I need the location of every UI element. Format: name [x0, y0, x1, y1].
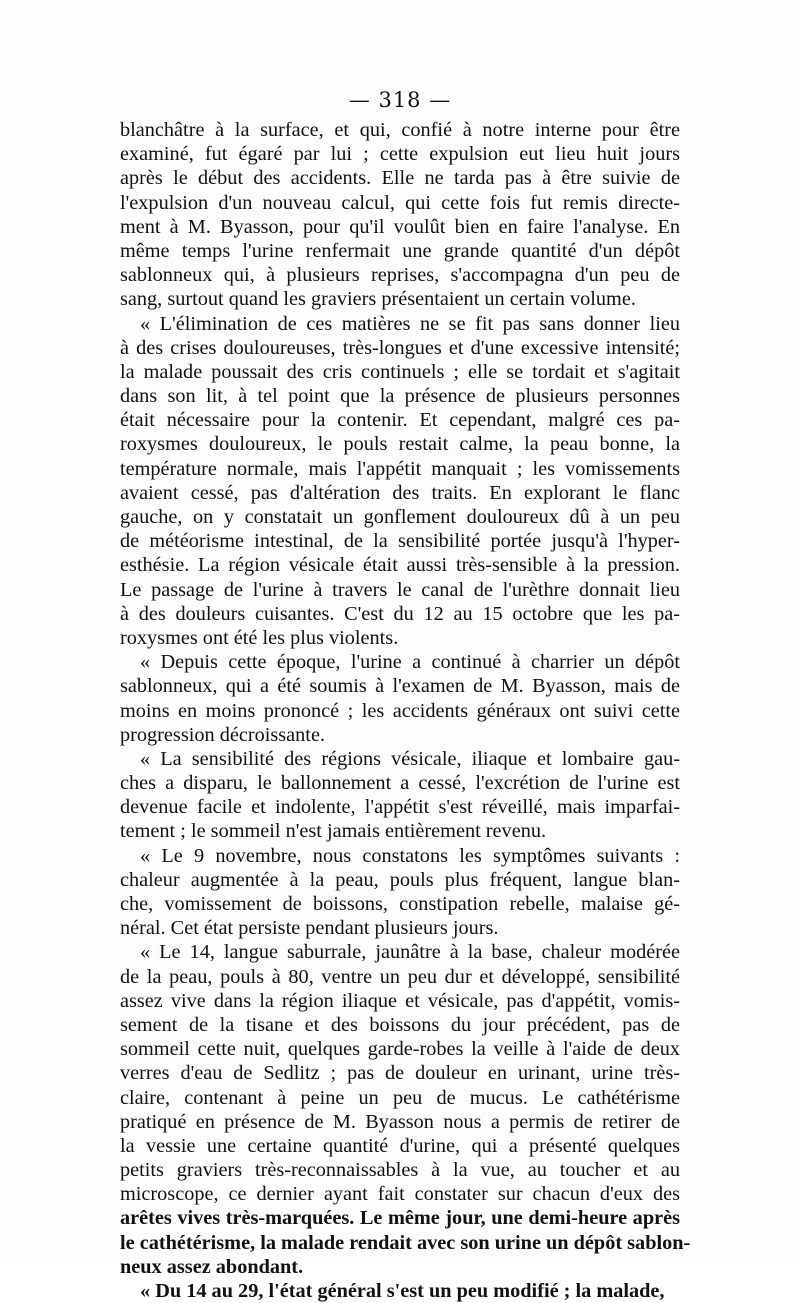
text-line: moins en moins prononcé ; les accidents généraux ont suivi cette [120, 699, 680, 722]
text-line: sablonneux qui, à plusieurs reprises, s'accompagna d'un peu de [120, 264, 680, 287]
text-line: tement ; le sommeil n'est jamais entièrement revenu. [120, 820, 547, 843]
text-line: ches a disparu, le ballonnement a cessé, l'excrétion de l'urine est [120, 772, 680, 795]
text-line: à des crises douloureuses, très-longues et d'une excessive intensité; [120, 336, 680, 359]
paragraph [120, 844, 680, 941]
text-line: température normale, mais l'appétit manquait ; les vomissements [120, 457, 680, 480]
text-line: progression décroissante. [120, 723, 326, 746]
text-line: Le passage de l'urine à travers le canal de l'urèthre donnait lieu [120, 578, 680, 601]
paragraph [120, 312, 680, 651]
text-line: petits graviers très-reconnaissables à la vue, au toucher et au [120, 1159, 680, 1182]
paragraph [120, 118, 680, 312]
text-line: sang, surtout quand les graviers présentaient un certain volume. [120, 288, 636, 311]
text-line: sement de la tisane et des boissons du jour précédent, pas de [120, 1013, 680, 1036]
text-line: de météorisme intestinal, de la sensibilité portée jusqu'à l'hyper- [120, 530, 680, 553]
text-line: sommeil cette nuit, quelques garde-robes la veille à l'aide de deux [120, 1038, 680, 1061]
text-line: la vessie une certaine quantité d'urine, qui a présenté quelques [120, 1134, 680, 1157]
text-line: examiné, fut égaré par lui ; cette expulsion eut lieu huit jours [120, 143, 680, 166]
paragraph [120, 650, 680, 747]
text-line: neux assez abondant. [120, 1255, 304, 1278]
text-line: verres d'eau de Sedlitz ; pas de douleur en urinant, urine très- [120, 1062, 680, 1085]
text-line: après le début des accidents. Elle ne tarda pas à être suivie de [120, 167, 680, 190]
text-line: chaleur augmentée à la peau, pouls plus fréquent, langue blan- [120, 868, 680, 891]
text-line: avaient cessé, pas d'altération des traits. En explorant le flanc [120, 481, 680, 504]
text-line: « Depuis cette époque, l'urine a continué à charrier un dépôt [140, 651, 680, 674]
text-line: « L'élimination de ces matières ne se fit pas sans donner lieu [140, 312, 680, 335]
text-line: « Le 14, langue saburrale, jaunâtre à la base, chaleur modérée [140, 941, 680, 964]
text-line: l'expulsion d'un nouveau calcul, qui cette fois fut remis directe- [120, 191, 680, 214]
text-line: assez vive dans la région iliaque et vésicale, pas d'appétit, vomis- [120, 989, 680, 1012]
text-line: « La sensibilité des régions vésicale, iliaque et lombaire gau- [140, 747, 680, 770]
body-text [120, 118, 691, 1303]
text-line: devenue facile et indolente, l'appétit s'est réveillé, mais imparfai- [120, 796, 680, 819]
text-line: néral. Cet état persiste pendant plusieurs jours. [120, 917, 499, 940]
text-line: roxysmes douloureux, le pouls restait calme, la peau bonne, la [120, 433, 680, 456]
text-line: pratiqué en présence de M. Byasson nous a permis de retirer de [120, 1110, 680, 1133]
text-line: même temps l'urine renfermait une grande quantité d'un dépôt [120, 239, 680, 262]
text-line: che, vomissement de boissons, constipation rebelle, malaise gé- [120, 893, 680, 915]
paragraph [120, 747, 680, 844]
text-line: esthésie. La région vésicale était aussi très-sensible à la pression. [120, 554, 680, 577]
text-line: était nécessaire pour la contenir. Et cependant, malgré ces pa- [120, 409, 680, 432]
text-line: blanchâtre à la surface, et qui, confié à notre interne pour être [120, 119, 680, 141]
text-line: arêtes vives très-marquées. Le même jour, une demi-heure après [120, 1207, 680, 1230]
text-line: sablonneux, qui a été soumis à l'examen de M. Byasson, mais de [120, 675, 680, 698]
text-line: roxysmes ont été les plus violents. [120, 626, 399, 649]
text-line: la malade poussait des cris continuels ; elle se tordait et s'agitait [120, 360, 680, 383]
text-line: ment à M. Byasson, pour qu'il voulût bien en faire l'analyse. En [120, 215, 680, 238]
text-line: à des douleurs cuisantes. C'est du 12 au 15 octobre que les pa- [120, 602, 680, 625]
page-number: — 318 — [348, 88, 452, 112]
paragraph [120, 940, 691, 1279]
text-line: dans son lit, à tel point que la présence de plusieurs personnes [120, 385, 680, 408]
paragraph [120, 1279, 680, 1303]
text-line: « Du 14 au 29, l'état général s'est un peu modifié ; la malade, [140, 1280, 665, 1302]
text-line: de la peau, pouls à 80, ventre un peu dur et développé, sensibilité [120, 965, 680, 988]
text-line: claire, contenant à peine un peu de mucus. Le cathétérisme [120, 1086, 680, 1109]
text-line: gauche, on y constatait un gonflement douloureux dû à un peu [120, 506, 680, 528]
text-line: microscope, ce dernier ayant fait constater sur chacun d'eux des [120, 1183, 680, 1206]
text-line: le cathétérisme, la malade rendait avec son urine un dépôt sablon- [120, 1231, 691, 1254]
text-line: « Le 9 novembre, nous constatons les symptômes suivants : [140, 844, 680, 867]
